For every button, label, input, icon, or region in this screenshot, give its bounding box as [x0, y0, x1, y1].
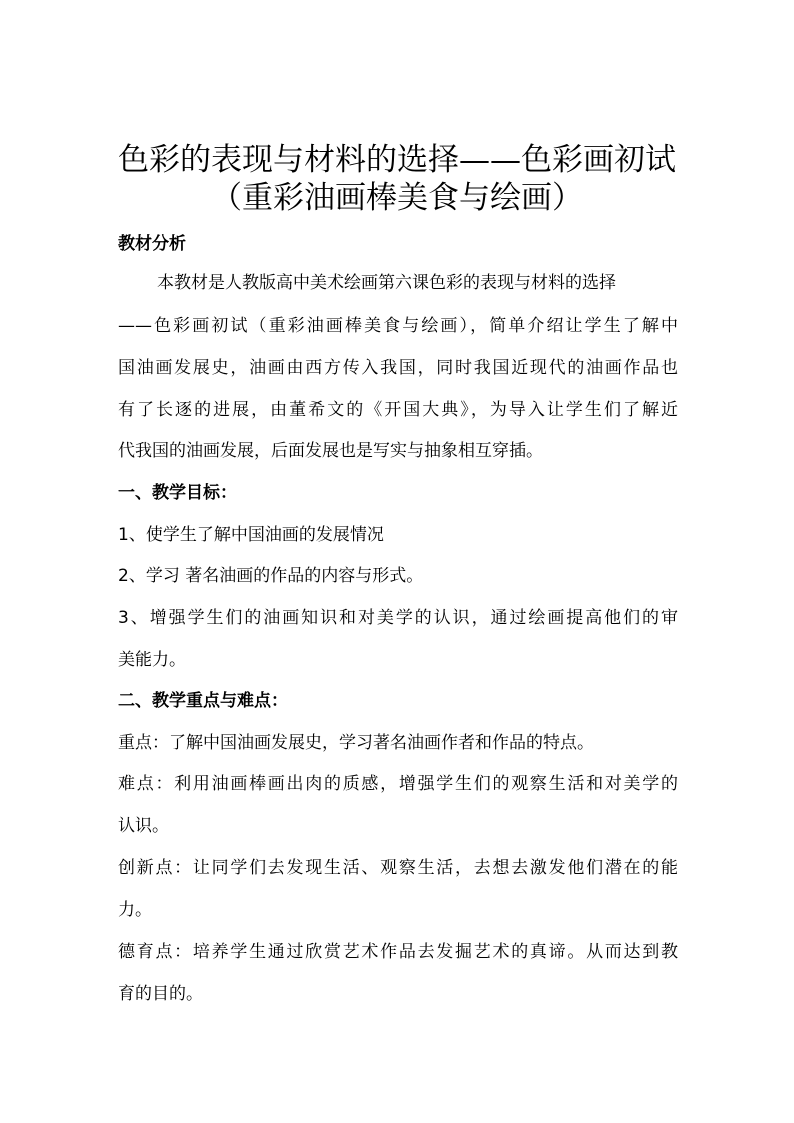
- paragraph-line: 有了长逐的进展，由董希文的《开国大典》，为导入让学生们了解近: [118, 400, 678, 420]
- paragraph-line: 代我国的油画发展，后面发展也是写实与抽象相互穿插。: [118, 441, 543, 461]
- section-heading-goals: 一、教学目标：: [118, 483, 237, 503]
- section-heading-analysis: 教材分析: [118, 234, 186, 254]
- paragraph-line: 认识。: [118, 816, 169, 836]
- paragraph-line: 育的目的。: [118, 984, 203, 1004]
- paragraph-line: 难点：利用油画棒画出肉的质感，增强学生们的观察生活和对美学的: [118, 774, 678, 794]
- list-item: 3、增强学生们的油画知识和对美学的认识，通过绘画提高他们的审: [118, 608, 678, 628]
- paragraph-line: 德育点：培养学生通过欣赏艺术作品去发掘艺术的真谛。从而达到教: [118, 942, 678, 962]
- document-title-line-2: （重彩油画棒美食与绘画）: [211, 180, 583, 216]
- paragraph-line: 重点：了解中国油画发展史，学习著名油画作者和作品的特点。: [118, 733, 594, 753]
- paragraph-line: ——色彩画初试（重彩油画棒美食与绘画），简单介绍让学生了解中: [118, 316, 678, 336]
- paragraph-line: 创新点：让同学们去发现生活、观察生活，去想去激发他们潜在的能: [118, 858, 678, 878]
- paragraph-line: 力。: [118, 900, 152, 920]
- list-item: 1、使学生了解中国油画的发展情况: [118, 525, 384, 545]
- paragraph-line: 本教材是人教版高中美术绘画第六课色彩的表现与材料的选择: [157, 273, 616, 293]
- paragraph-line: 国油画发展史，油画由西方传入我国，同时我国近现代的油画作品也: [118, 358, 678, 378]
- list-item: 2、学习 著名油画的作品的内容与形式。: [118, 566, 424, 586]
- document-title-line-1: 色彩的表现与材料的选择——色彩画初试: [118, 142, 676, 178]
- section-heading-key-points: 二、教学重点与难点：: [118, 691, 288, 711]
- list-item-continuation: 美能力。: [118, 650, 186, 670]
